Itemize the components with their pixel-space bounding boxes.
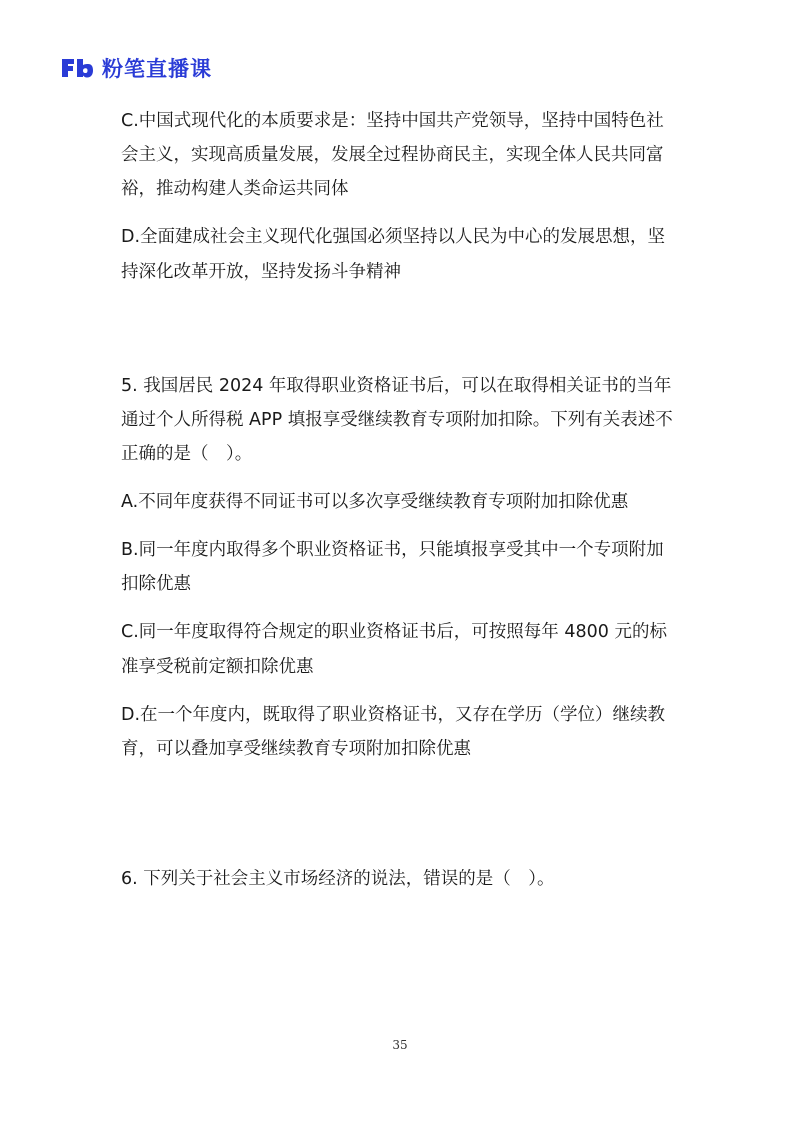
page-number: 35 <box>392 1038 408 1052</box>
header <box>60 52 212 84</box>
q4-option-d: D.全面建成社会主义现代化强国必须坚持以人民为中心的发展思想，坚持深化改革开放，坚持发扬斗争精神 <box>121 227 666 282</box>
q5-option-c: C.同一年度取得符合规定的职业资格证书后，可按照每年 4800 元的标准享受税前定额扣除优惠 <box>121 622 667 677</box>
brand-title: 粉笔直播课 <box>102 57 212 81</box>
q5-option-d: D.在一个年度内，既取得了职业资格证书，又存在学历（学位）继续教育，可以叠加享受继续教育专项附加扣除优惠 <box>121 704 666 759</box>
fb-logo-icon <box>60 57 94 79</box>
q5-option-b: B.同一年度内取得多个职业资格证书，只能填报享受其中一个专项附加扣除优惠 <box>121 540 664 595</box>
q6-stem: 6. 下列关于社会主义市场经济的说法，错误的是（ ）。 <box>121 868 555 889</box>
q5-option-a: A.不同年度获得不同证书可以多次享受继续教育专项附加扣除优惠 <box>121 492 629 512</box>
spacer <box>121 303 681 369</box>
q5-stem: 5. 我国居民 2024 年取得职业资格证书后，可以在取得相关证书的当年通过个人所得税 APP 填报享受继续教育专项附加扣除。下列有关表述不正确的是（ ）。 <box>121 375 673 464</box>
q4-option-c: C.中国式现代化的本质要求是：坚持中国共产党领导，坚持中国特色社会主义，实现高质量发展，发展全过程协商民主，实现全体人民共同富裕，推动构建人类命运共同体 <box>121 111 664 200</box>
document-body <box>121 104 681 910</box>
spacer <box>121 780 681 862</box>
